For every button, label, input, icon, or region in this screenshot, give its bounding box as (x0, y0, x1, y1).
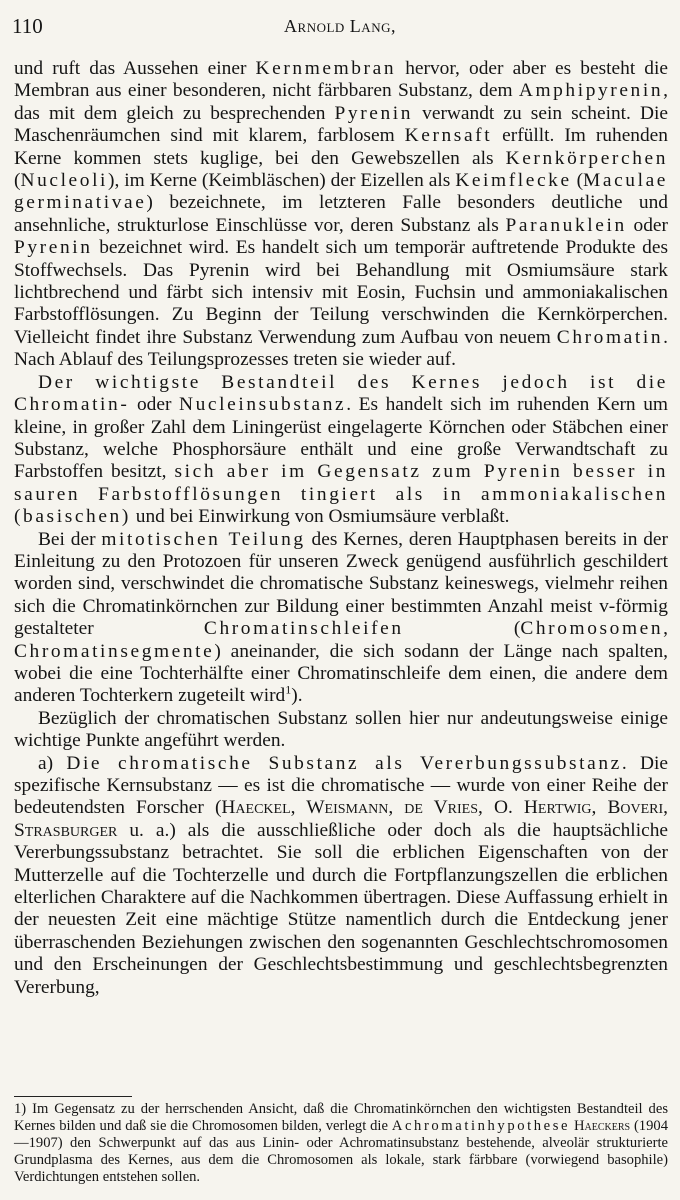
text-run: Chromosomen (520, 618, 664, 640)
text-run: . Es handelt sich im ruhenden Kern um kleine, in großer Zahl dem Liningerüst eingelagerte Körnchen oder Stäbchen einer Substanz, welche Phosphorsäure enthält und eine große Verwandtschaft zu Farbstoffen besitzt, (14, 394, 668, 483)
text-run: erfüllt. Im ruhenden Kerne kommen stets kuglige, bei den Gewebszellen als (14, 125, 668, 169)
paragraph (14, 708, 668, 753)
text-run: Kernmembran (255, 58, 397, 79)
text-run: bezeichnet wird. Es handelt sich um temporär auftretende Produkte des Stoffwechsels. Das Pyrenin wird bei Behandlung mit Osmiumsäure stark lichtbrechend und färbt sich intensiv mit Eosin, Fuchsin und ammoniakalischen Farbstofflösungen. Zu Beginn der Teilung verschwinden die Kernkörperchen. Vielleicht findet ihre Substanz Verwendung zum Aufbau von neuem (14, 237, 668, 348)
text-run: . Die spezifische Kernsubstanz — es ist die chromatische — wurde von einer Reihe der bedeutendsten Forscher ( (14, 752, 668, 819)
text-run: Nucleoli (20, 170, 109, 192)
text-run: Paranuklein (505, 214, 627, 236)
text-run: ) bezeichnete, im letzteren Falle besonders deutliche und ansehnliche, strukturlose Einschlüsse vor, deren Substanz als (14, 192, 668, 236)
text-run: Achromatinhypothese (391, 1118, 571, 1134)
text-run: Der wichtigste Bestandteil des Kernes jedoch ist die Chromatin- (14, 371, 668, 416)
text-run: ) aneinander, die sich sodann der Länge nach spalten, wobei die eine Tochterhälfte einer Chromatinschleife dem einen, die andere dem anderen Tochterkern zugeteilt wird (14, 640, 668, 707)
text-run: u. a.) als die ausschließliche oder doch als die hauptsächliche Vererbungssubstanz betrachtet. Sie soll die erblichen Eigenschaften von der Mutterzelle auf die Tochterzelle und durch die Fortpflanzungszellen die erblichen elterlichen Charaktere auf die Nachkommen übertragen. Diese Auffassung erhielt in der neuesten Zeit eine mächtige Stütze namentlich durch die Entdeckung jener überraschenden Beziehungen zwischen den sogenannten Geschlechtschromosomen und den Erscheinungen der Geschlechtsbestimmung und geschlechtsbegrenzten Vererbung, (14, 819, 668, 998)
text-run: , das mit dem gleich zu besprechenden (14, 80, 668, 124)
text-run: ( (14, 170, 21, 192)
text-run: Kernkörperchen (505, 147, 668, 169)
page-number: 110 (12, 14, 43, 38)
text-run: Pyrenin (14, 237, 93, 259)
paragraph (14, 58, 668, 372)
text-run: a) (38, 752, 67, 774)
text-run: Chromatinsegmente (14, 640, 215, 662)
text-run: 1) Im Gegensatz zu der herrschenden Ansicht, daß die Chromatinkörnchen den wichtigsten Bestandteil des Kernes bilden und daß sie die Chromosomen bilden, verlegt die (14, 1101, 668, 1134)
text-run: Die chromatische Substanz als Vererbungssubstanz (66, 752, 622, 774)
text-run: oder (129, 394, 180, 416)
text-run: und bei Einwirkung von Osmiumsäure verblaßt. (130, 506, 510, 528)
page-header (0, 14, 680, 42)
text-run: Bei der (38, 528, 102, 550)
footnote (14, 1101, 668, 1186)
paragraph (14, 529, 668, 708)
text-run: des Kernes, deren Hauptphasen bereits in der Einleitung zu den Protozoen für unseren Zweck genügend ausführlich geschildert worden sind, verschwindet die chromatische Substanz keineswegs, vielmehr reihen sich die Chromatinkörnchen zur Bildung einer bestimmten Anzahl meist v-förmig gestalteter (14, 528, 668, 640)
paragraph (14, 372, 668, 529)
text-run: (1904—1907) den Schwerpunkt auf das aus Linin- oder Achromatinsubstanz bestehende, alveolär strukturierte Grundplasma des Kernes, aus dem die Chromosomen als lokale, stark färbbare (vorwiegend basophile) Verdichtungen entstehen sollen. (14, 1118, 668, 1185)
text-run: hervor, oder aber es besteht die Membran aus einer besonderen, nicht färbbaren Substanz, dem (14, 58, 669, 102)
text-run: Chromatinschleifen (203, 618, 404, 640)
text-run: Nucleinsubstanz (179, 394, 347, 416)
text-run: Keimflecke (455, 170, 572, 192)
text-run: verwandt zu sein scheint. Die Maschenräumchen sind mit klarem, farblosem (14, 102, 668, 147)
text-run: Amphipyrenin (518, 80, 664, 102)
text-run: Chromatin (556, 326, 664, 348)
text-run: Haeckers (573, 1118, 631, 1134)
text-run: Bezüglich der chromatischen Substanz sollen hier nur andeutungsweise einige wichtige Punkte angeführt werden. (14, 707, 668, 752)
text-run: und ruft das Aussehen einer (14, 58, 256, 79)
text-run: Kernsaft (404, 125, 493, 147)
text-run: oder (626, 214, 668, 236)
text-run: ). (291, 685, 303, 707)
running-head: Arnold Lang, (284, 16, 396, 36)
footnote-marker: 1 (285, 682, 292, 697)
footnote-rule (14, 1096, 132, 1097)
text-run: ( (571, 170, 584, 192)
text-run: Haeckel, Weismann, de Vries, O. Hertwig, Boveri, Strasburger (14, 797, 668, 841)
text-run: . Nach Ablauf des Teilungsprozesses treten sie wieder auf. (14, 326, 668, 371)
paragraph (14, 753, 668, 999)
body-text (14, 58, 668, 999)
text-run: Pyrenin (334, 102, 414, 124)
text-run: mitotischen Teilung (101, 528, 306, 550)
text-run: , (663, 618, 668, 640)
text-run: Maculae germinativae (14, 170, 668, 214)
text-run: sich aber im Gegensatz zum Pyrenin besser in sauren Farbstofflösungen tingiert als in ammoniakalischen (basischen) (14, 461, 669, 528)
text-run: ( (403, 618, 521, 640)
text-run: ), im Kerne (Keimbläschen) der Eizellen als (108, 170, 456, 192)
